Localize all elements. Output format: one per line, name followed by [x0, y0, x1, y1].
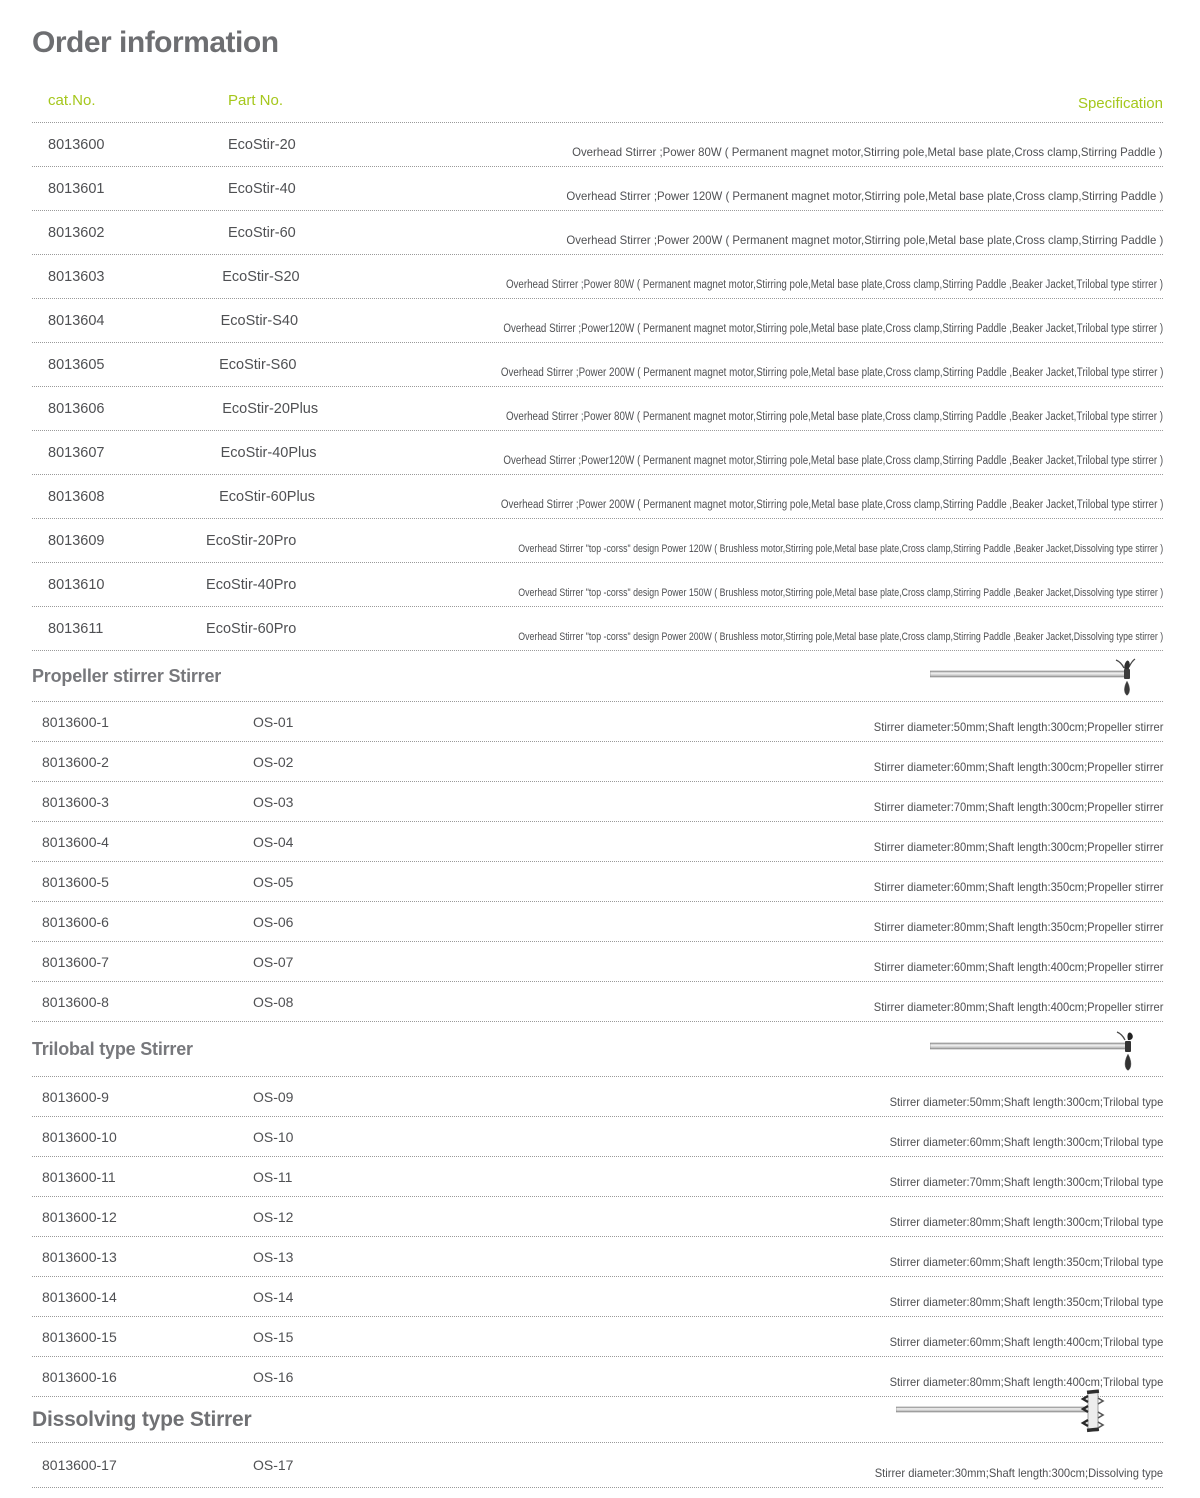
table-row — [32, 431, 1163, 475]
spec-cell: Overhead Stirrer ;Power120W ( Permanent magnet motor,Stirring pole,Metal base plate,Cross clamp,Stirring Paddle ,Beaker Jacket,Trilobal type stirrer ) — [503, 455, 1163, 467]
table-row — [32, 607, 1163, 651]
part-no-cell: OS-08 — [253, 993, 294, 1010]
spec-cell: Overhead Stirrer "top -corss" design Power 200W ( Brushless motor,Stirring pole,Metal base plate,Cross clamp,Stirring Paddle ,Beaker Jacket,Dissolving type stirrer ) — [518, 631, 1163, 643]
part-no-cell: EcoStir-60Plus — [219, 488, 315, 505]
main-products-table — [32, 123, 1163, 651]
table-row — [32, 702, 1163, 742]
spec-cell: Stirrer diameter:80mm;Shaft length:400cm;Trilobal type — [889, 1375, 1163, 1389]
spec-cell: Overhead Stirrer ;Power 200W ( Permanent magnet motor,Stirring pole,Metal base plate,Cross clamp,Stirring Paddle ,Beaker Jacket,Trilobal type stirrer ) — [500, 499, 1163, 511]
cat-no-cell: 8013600-5 — [42, 873, 109, 890]
cat-no-cell: 8013600-13 — [42, 1248, 117, 1265]
section-title: Trilobal type Stirrer — [32, 1038, 193, 1059]
part-no-cell: OS-07 — [253, 953, 294, 970]
table-row — [32, 982, 1163, 1022]
table-row — [32, 255, 1163, 299]
part-no-cell: OS-04 — [253, 833, 294, 850]
cat-no-cell: 8013608 — [48, 488, 105, 505]
spec-cell: Overhead Stirrer ;Power 80W ( Permanent magnet motor,Stirring pole,Metal base plate,Cross clamp,Stirring Paddle ) — [572, 145, 1163, 159]
cat-no-cell: 8013600-11 — [42, 1168, 116, 1185]
section-title: Propeller stirrer Stirrer — [32, 665, 222, 686]
cat-no-cell: 8013607 — [48, 444, 105, 461]
spec-cell: Stirrer diameter:60mm;Shaft length:350cm;Trilobal type — [889, 1255, 1163, 1269]
part-no-cell: EcoStir-S20 — [222, 268, 300, 285]
part-no-cell: OS-02 — [253, 753, 294, 770]
cat-no-cell: 8013606 — [48, 400, 105, 417]
table-row — [32, 299, 1163, 343]
table-row — [32, 942, 1163, 982]
cat-no-cell: 8013610 — [48, 576, 105, 593]
table-row — [32, 167, 1163, 211]
section-header-propeller — [32, 651, 1163, 702]
cat-no-cell: 8013600-14 — [42, 1288, 117, 1305]
part-no-cell: EcoStir-20Plus — [222, 400, 319, 417]
dissolving-stirrer-image — [896, 1388, 1108, 1434]
table-row — [32, 1157, 1163, 1197]
column-header-part-no: Part No. — [228, 92, 284, 109]
cat-no-cell: 8013600-6 — [42, 913, 109, 930]
cat-no-cell: 8013600-4 — [42, 833, 109, 850]
table-row — [32, 475, 1163, 519]
cat-no-cell: 8013600-2 — [42, 753, 109, 770]
cat-no-cell: 8013600-12 — [42, 1208, 117, 1225]
part-no-cell: OS-10 — [253, 1128, 294, 1145]
part-no-cell: EcoStir-40 — [228, 180, 296, 197]
part-no-cell: OS-09 — [253, 1088, 294, 1105]
table-row — [32, 1317, 1163, 1357]
section-title: Dissolving type Stirrer — [32, 1407, 252, 1431]
spec-cell: Stirrer diameter:60mm;Shaft length:400cm;Trilobal type — [889, 1335, 1163, 1349]
cat-no-cell: 8013600-15 — [42, 1328, 117, 1345]
part-no-cell: OS-12 — [253, 1208, 294, 1225]
spec-cell: Stirrer diameter:30mm;Shaft length:300cm;Dissolving type — [874, 1466, 1163, 1480]
table-row — [32, 1117, 1163, 1157]
cat-no-cell: 8013600-10 — [42, 1128, 117, 1145]
spec-cell: Stirrer diameter:60mm;Shaft length:300cm;Trilobal type — [889, 1135, 1163, 1149]
part-no-cell: EcoStir-60 — [228, 224, 296, 241]
table-row — [32, 742, 1163, 782]
table-row — [32, 1077, 1163, 1117]
table-row — [32, 211, 1163, 255]
part-no-cell: OS-17 — [253, 1457, 294, 1473]
spec-cell: Stirrer diameter:80mm;Shaft length:400cm;Propeller stirrer — [873, 1000, 1163, 1014]
part-no-cell: EcoStir-20Pro — [206, 532, 297, 549]
spec-cell: Stirrer diameter:60mm;Shaft length:350cm;Propeller stirrer — [873, 880, 1163, 894]
spec-cell: Stirrer diameter:50mm;Shaft length:300cm;Trilobal type — [889, 1095, 1163, 1109]
spec-cell: Stirrer diameter:60mm;Shaft length:300cm;Propeller stirrer — [873, 760, 1163, 774]
table-header-row — [32, 62, 1163, 123]
spec-cell: Overhead Stirrer ;Power 200W ( Permanent magnet motor,Stirring pole,Metal base plate,Cross clamp,Stirring Paddle ,Beaker Jacket,Trilobal type stirrer ) — [500, 367, 1163, 379]
part-no-cell: OS-14 — [253, 1288, 294, 1305]
section-header-dissolving — [32, 1397, 1163, 1443]
table-row — [32, 902, 1163, 942]
table-row — [32, 862, 1163, 902]
part-no-cell: EcoStir-40Plus — [220, 444, 317, 461]
spec-cell: Overhead Stirrer ;Power120W ( Permanent magnet motor,Stirring pole,Metal base plate,Cross clamp,Stirring Paddle ,Beaker Jacket,Trilobal type stirrer ) — [503, 323, 1163, 335]
cat-no-cell: 8013601 — [48, 180, 105, 197]
section-header-trilobal — [32, 1022, 1163, 1077]
part-no-cell: OS-15 — [253, 1328, 294, 1345]
part-no-cell: OS-11 — [253, 1168, 293, 1185]
part-no-cell: OS-06 — [253, 913, 294, 930]
spec-cell: Stirrer diameter:50mm;Shaft length:300cm;Propeller stirrer — [873, 720, 1163, 734]
table-row — [32, 1443, 1163, 1488]
spec-cell: Overhead Stirrer ;Power 80W ( Permanent magnet motor,Stirring pole,Metal base plate,Cross clamp,Stirring Paddle ,Beaker Jacket,Trilobal type stirrer ) — [505, 411, 1163, 423]
propeller-stirrer-image — [930, 656, 1140, 696]
spec-cell: Stirrer diameter:80mm;Shaft length:350cm;Trilobal type — [889, 1295, 1163, 1309]
cat-no-cell: 8013603 — [48, 268, 105, 285]
spec-cell: Overhead Stirrer ;Power 120W ( Permanent magnet motor,Stirring pole,Metal base plate,Cross clamp,Stirring Paddle ) — [566, 189, 1163, 203]
cat-no-cell: 8013600-8 — [42, 993, 109, 1010]
table-row — [32, 563, 1163, 607]
cat-no-cell: 8013600-17 — [42, 1457, 117, 1473]
table-row — [32, 123, 1163, 167]
table-row — [32, 387, 1163, 431]
cat-no-cell: 8013605 — [48, 356, 105, 373]
cat-no-cell: 8013600-3 — [42, 793, 109, 810]
part-no-cell: EcoStir-60Pro — [206, 620, 297, 637]
part-no-cell: EcoStir-S40 — [220, 312, 299, 329]
spec-cell: Overhead Stirrer "top -corss" design Power 150W ( Brushless motor,Stirring pole,Metal base plate,Cross clamp,Stirring Paddle ,Beaker Jacket,Dissolving type stirrer ) — [518, 587, 1163, 599]
spec-cell: Stirrer diameter:80mm;Shaft length:300cm;Propeller stirrer — [873, 840, 1163, 854]
spec-cell: Overhead Stirrer ;Power 200W ( Permanent magnet motor,Stirring pole,Metal base plate,Cross clamp,Stirring Paddle ) — [566, 233, 1163, 247]
table-row — [32, 822, 1163, 862]
cat-no-cell: 8013602 — [48, 224, 105, 241]
cat-no-cell: 8013600 — [48, 136, 105, 153]
table-row — [32, 1277, 1163, 1317]
table-row — [32, 519, 1163, 563]
spec-cell: Stirrer diameter:60mm;Shaft length:400cm;Propeller stirrer — [873, 960, 1163, 974]
table-row — [32, 1237, 1163, 1277]
part-no-cell: EcoStir-20 — [228, 136, 296, 153]
part-no-cell: OS-03 — [253, 793, 294, 810]
cat-no-cell: 8013600-9 — [42, 1088, 109, 1105]
spec-cell: Stirrer diameter:70mm;Shaft length:300cm;Trilobal type — [889, 1175, 1163, 1189]
part-no-cell: EcoStir-S60 — [219, 356, 297, 373]
cat-no-cell: 8013600-16 — [42, 1368, 117, 1385]
dissolving-stirrer-table — [32, 1443, 1163, 1488]
spec-cell: Overhead Stirrer "top -corss" design Power 120W ( Brushless motor,Stirring pole,Metal base plate,Cross clamp,Stirring Paddle ,Beaker Jacket,Dissolving type stirrer ) — [518, 543, 1163, 555]
part-no-cell: OS-13 — [253, 1248, 294, 1265]
propeller-stirrer-table — [32, 702, 1163, 1022]
column-header-cat-no: cat.No. — [48, 92, 96, 109]
table-row — [32, 782, 1163, 822]
part-no-cell: OS-16 — [253, 1368, 294, 1385]
cat-no-cell: 8013600-7 — [42, 953, 109, 970]
table-row — [32, 1197, 1163, 1237]
spec-cell: Stirrer diameter:70mm;Shaft length:300cm;Propeller stirrer — [873, 800, 1163, 814]
cat-no-cell: 8013600-1 — [42, 713, 109, 730]
spec-cell: Stirrer diameter:80mm;Shaft length:350cm;Propeller stirrer — [873, 920, 1163, 934]
page-title: Order information — [32, 26, 279, 59]
spec-cell: Overhead Stirrer ;Power 80W ( Permanent magnet motor,Stirring pole,Metal base plate,Cross clamp,Stirring Paddle ,Beaker Jacket,Trilobal type stirrer ) — [505, 279, 1163, 291]
spec-cell: Stirrer diameter:80mm;Shaft length:300cm;Trilobal type — [889, 1215, 1163, 1229]
table-row — [32, 343, 1163, 387]
part-no-cell: EcoStir-40Pro — [206, 576, 297, 593]
part-no-cell: OS-01 — [253, 713, 294, 730]
trilobal-stirrer-table — [32, 1077, 1163, 1397]
part-no-cell: OS-05 — [253, 873, 294, 890]
cat-no-cell: 8013609 — [48, 532, 105, 549]
cat-no-cell: 8013604 — [48, 312, 105, 329]
column-header-specification: Specification — [1077, 95, 1163, 112]
trilobal-stirrer-image — [930, 1027, 1140, 1071]
cat-no-cell: 8013611 — [48, 620, 104, 637]
